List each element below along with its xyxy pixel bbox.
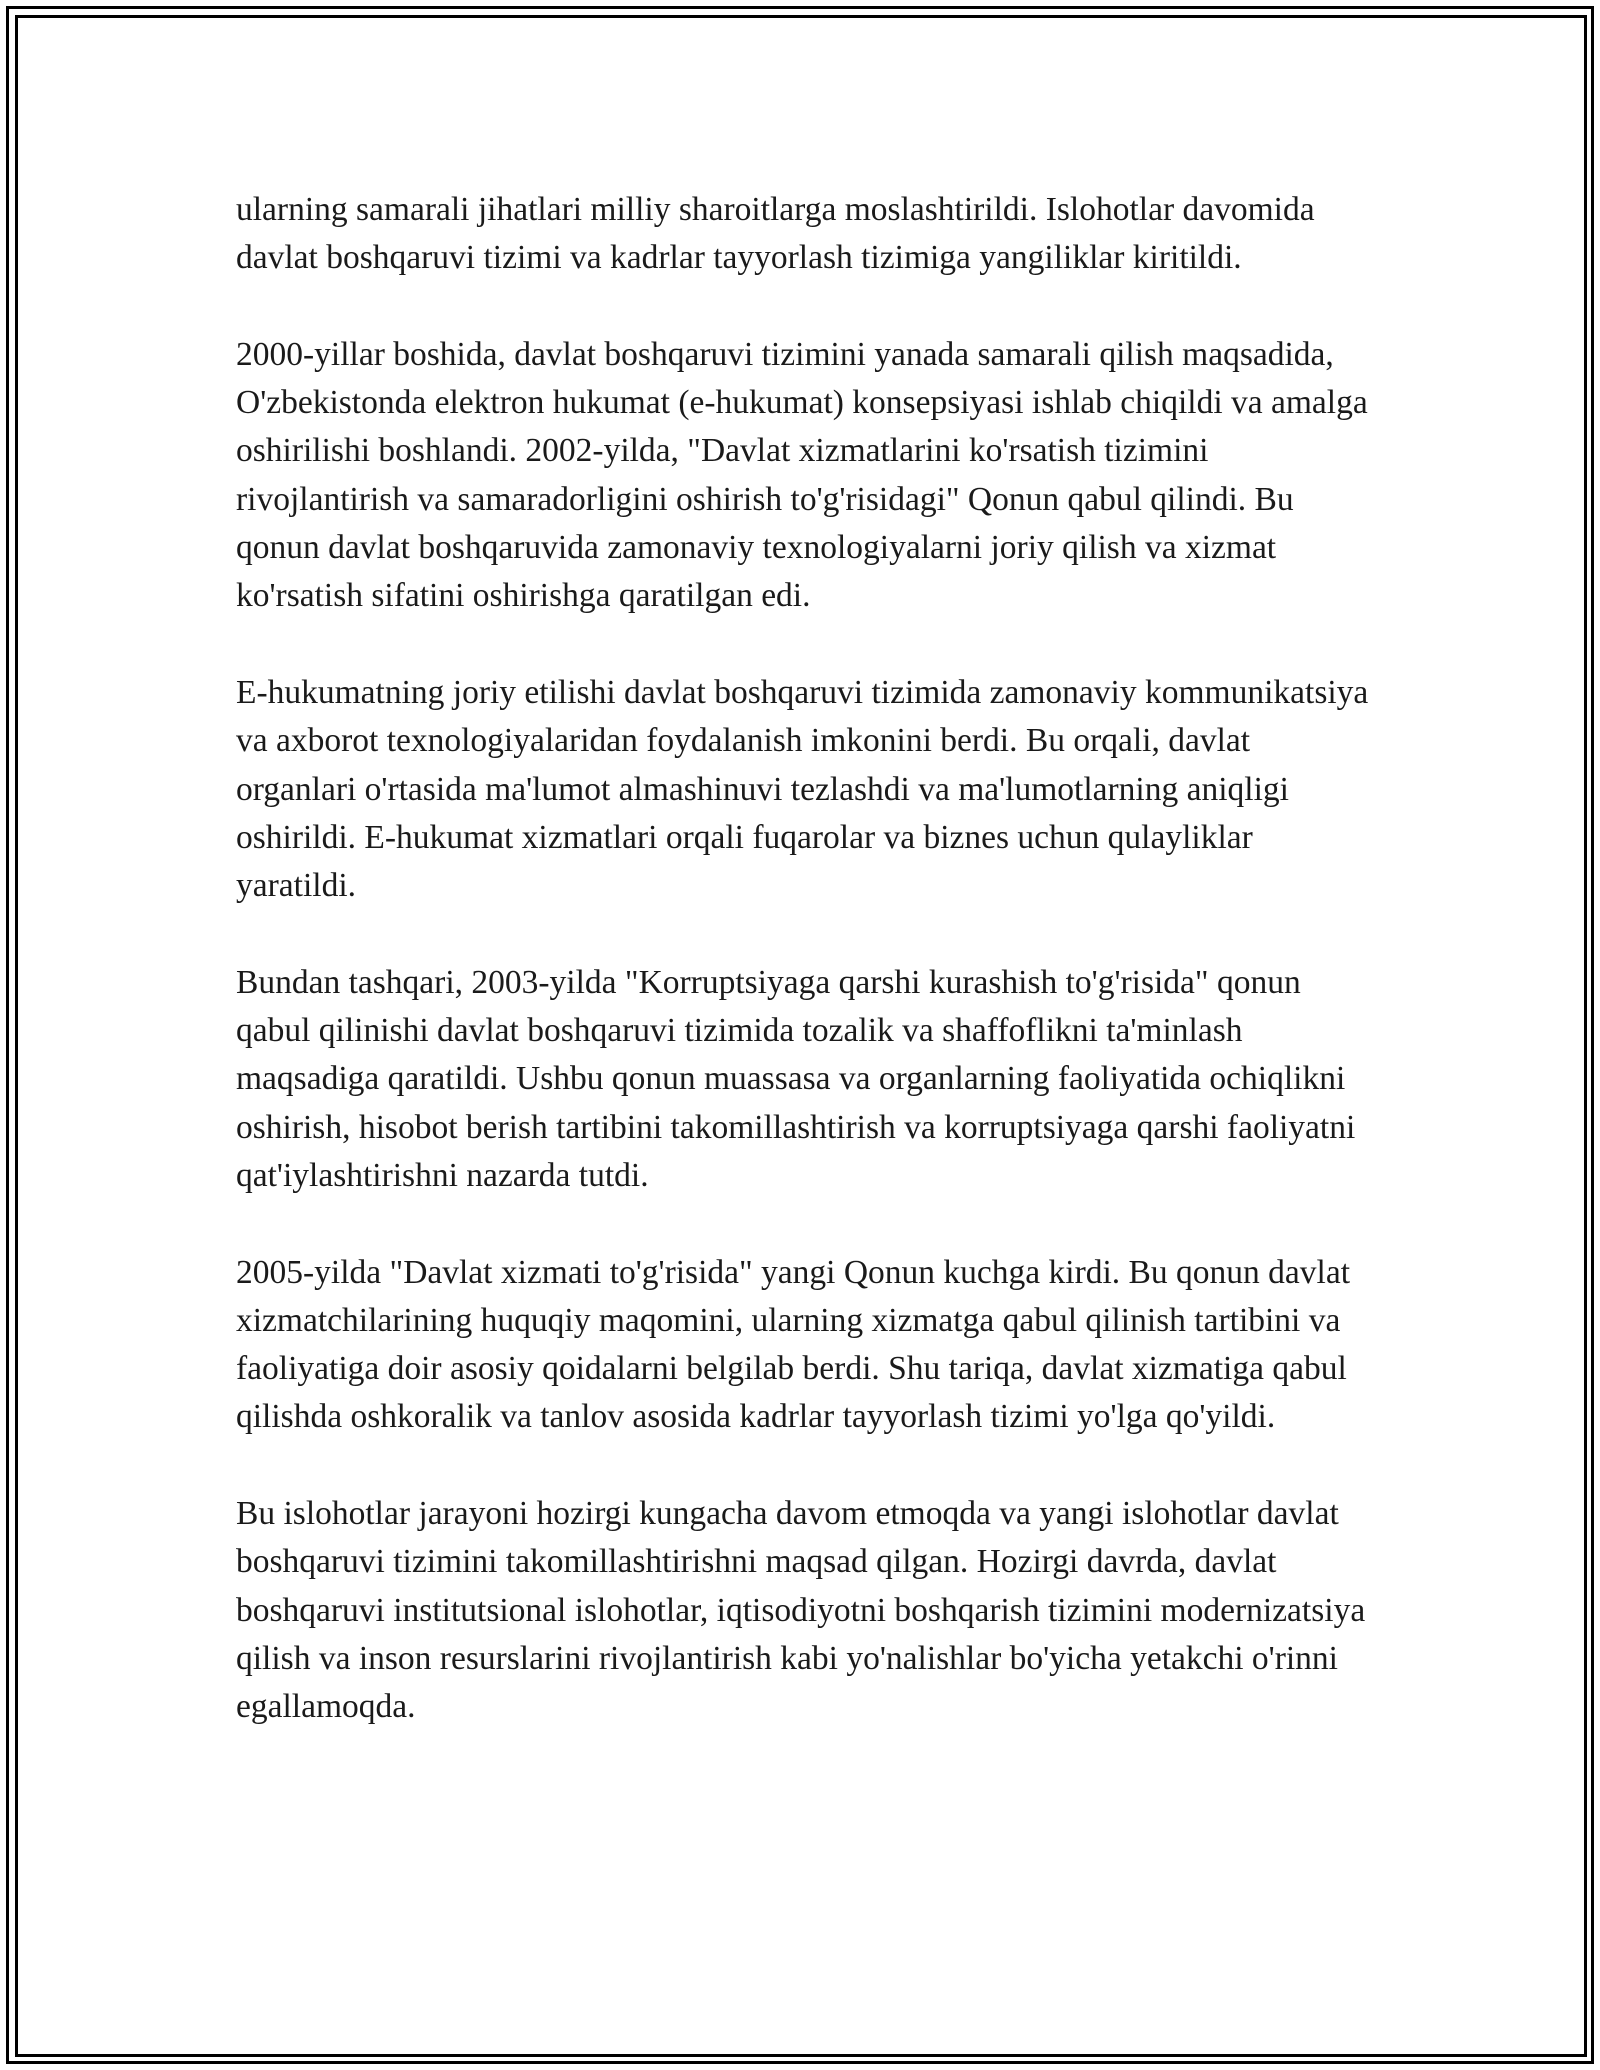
paragraph-3: E-hukumatning joriy etilishi davlat boshqaruvi tizimida zamonaviy kommunikatsiya va axborot texnologiyalaridan foydalanish imkonini berdi. Bu orqali, davlat organlari o'rtasida ma'lumot almashinuvi tezlashdi va ma'lumotlarning aniqligi oshirildi. E-hukumat xizmatlari orqali fuqarolar va biznes uchun qulayliklar yaratildi. — [236, 673, 1369, 905]
paragraph-6: Bu islohotlar jarayoni hozirgi kungacha davom etmoqda va yangi islohotlar davlat boshqaruvi tizimini takomillashtirishni maqsad qilgan. Hozirgi davrda, davlat boshqaruvi institutsional islohotlar, iqtisodiyotni boshqarish tizimini modernizatsiya qilish va inson resurslarini rivojlantirish kabi yo'nalishlar bo'yicha yetakchi o'rinni egallamoqda. — [236, 1495, 1366, 1726]
document-body — [236, 186, 1376, 1780]
paragraph-5: 2005-yilda "Davlat xizmati to'g'risida" yangi Qonun kuchga kirdi. Bu qonun davlat xizmatchilarining huquqiy maqomini, ularning xizmatga qabul qilinish tartibini va faoliyatiga doir asosiy qoidalarni belgilab berdi. Shu tariqa, davlat xizmatiga qabul qilishda oshkoralik va tanlov asosida kadrlar tayyorlash tizimi yo'lga qo'yildi. — [236, 1253, 1351, 1436]
paragraph-2: 2000-yillar boshida, davlat boshqaruvi tizimini yanada samarali qilish maqsadida, O'zbekistonda elektron hukumat (e-hukumat) konsepsiyasi ishlab chiqildi va amalga oshirilishi boshlandi. 2002-yilda, "Davlat xizmatlarini ko'rsatish tizimini rivojlantirish va samaradorligini oshirish to'g'risidagi" Qonun qabul qilindi. Bu qonun davlat boshqaruvida zamonaviy texnologiyalarni joriy qilish va xizmat ko'rsatish sifatini oshirishga qaratilgan edi. — [236, 335, 1368, 615]
paragraph-1: ularning samarali jihatlari milliy sharoitlarga moslashtirildi. Islohotlar davomida davlat boshqaruvi tizimi va kadrlar tayyorlash tizimiga yangiliklar kiritildi. — [236, 191, 1315, 277]
paragraph-4: Bundan tashqari, 2003-yilda "Korruptsiyaga qarshi kurashish to'g'risida" qonun qabul qilinishi davlat boshqaruvi tizimida tozalik va shaffoflikni ta'minlash maqsadiga qaratildi. Ushbu qonun muassasa va organlarning faoliyatida ochiqlikni oshirish, hisobot berish tartibini takomillashtirish va korruptsiyaga qarshi faoliyatni qat'iylashtirishni nazarda tutdi. — [236, 963, 1356, 1194]
